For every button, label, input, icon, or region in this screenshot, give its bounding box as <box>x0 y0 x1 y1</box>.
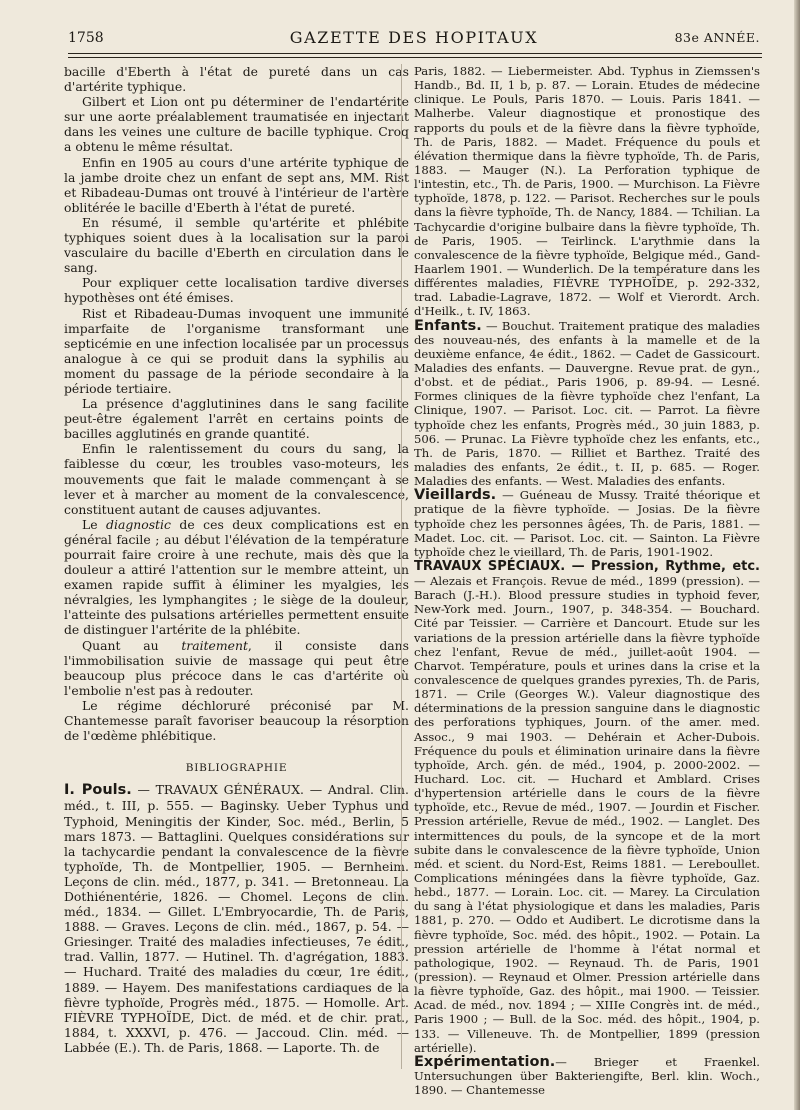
text-run: , il consiste dans l'immobilisation suivie de massage qui peut être beaucoup plus précoce dans le cas d'artérite où l'embolie n'est pas à redouter. <box>64 637 409 698</box>
bibliography-entry <box>414 319 760 489</box>
paragraph: La présence d'agglutinines dans le sang facilite peut-être également l'arrêt en certains points de bacilles agglutinés en grande quantité. <box>64 396 409 442</box>
section-heading: Enfants. <box>414 317 482 334</box>
section-heading: TRAVAUX SPÉCIAUX. — Pression, Rythme, etc. <box>414 558 760 574</box>
bibliography-entry <box>414 488 760 559</box>
section-heading: Vieillards. <box>414 487 497 504</box>
references-text: — TRAVAUX GÉNÉRAUX. — Andral. Clin. méd., t. III, p. 555. — Baginsky. Ueber Typhus und Typhoid, Meningitis der Kinder, Soc. méd., Berlin, 5 mars 1873. — Battaglini. Quelques considérations sur la tachycardie pendant la convalescence de la fièvre typhoïde, Th. de Montpellier, 1905. — Bernheim. Leçons de clin. méd., 1877, p. 341. — Bretonneau. La Dothiénentérie, 1826. — Chomel. Leçons de clin. méd., 1834. — Gillet. L'Embryocardie, Th. de Paris, 1888. — Graves. Leçons de clin. méd., 1867, p. 54. — Griesinger. Traité des maladies infectieuses, 7e édit., trad. Vallin, 1877. — Hutinel. Th. d'agrégation, 1883. — Huchard. Traité des maladies du cœur, 1re édit., 1889. — Hayem. Des manifestations cardiaques de la fièvre typhoïde, Progrès méd., 1875. — Homolle. Art. FIÈVRE TYPHOÏDE, Dict. de méd. et de chir. prat., 1884, t. XXXVI, p. 476. — Jaccoud. Clin. méd. — Labbée (E.). Th. de Paris, 1868. — Laporte. Th. de <box>64 782 409 1055</box>
text-run: Quant au <box>82 637 182 653</box>
page-edge-shadow <box>794 0 800 1110</box>
references-text: — Brieger et Fraenkel. Untersuchungen über Bakteriengifte, Berl. klin. Woch., 1890. — Chantemesse <box>414 1054 760 1098</box>
bibliography-entry <box>414 1055 760 1097</box>
paragraph-treatment <box>64 638 409 698</box>
references-text: — Bouchut. Traitement pratique des maladies des nouveau-nés, des enfants à la mamelle et de la deuxième enfance, 4e édit., 1862. — Cadet de Gassicourt. Maladies des enfants. — Dauvergne. Revue prat. de gyn., d'obst. et de pédiat., Paris 1906, p. 89-94. — Lesné. Formes cliniques de la fièvre typhoïde chez l'enfant, La Clinique, 1907. — Parisot. Loc. cit. — Parrot. La fièvre typhoïde chez les enfants, Progrès méd., 30 juin 1883, p. 506. — Prunac. La Fièvre typhoïde chez les enfants, etc., Th. de Paris, 1870. — Rilliet et Barthez. Traité des maladies des enfants, 2e édit., t. II, p. 685. — Roger. Maladies des enfants. — West. Maladies des enfants. <box>414 318 760 489</box>
bibliography-entry <box>64 782 409 1055</box>
left-column <box>64 64 409 1055</box>
paragraph: Rist et Ribadeau-Dumas invoquent une immunité imparfaite de l'organisme transformant une septicémie en une infection localisée par un processus analogue à ce qui se produit dans la syphilis au moment du passage de la période secondaire à la période tertiaire. <box>64 305 409 396</box>
emphasis: diagnostic <box>106 516 171 532</box>
references-text: Paris, 1882. — Liebermeister. Abd. Typhus in Ziemssen's Handb., Bd. II, 1 b, p. 87. — Lorain. Etudes de médecine clinique. Le Pouls, Paris 1870. — Louis. Paris 1841. — Malherbe. Valeur diagnostique et pronostique des rapports du pouls et de la fièvre dans la fièvre typhoïde, Th. de Paris, 1882. — Madet. Fréquence du pouls et élévation thermique dans la fièvre typhoïde, Th. de Paris, 1883. — Mauger (N.). La Perforation typhique de l'intestin, etc., Th. de Paris, 1900. — Murchison. La Fièvre typhoïde, 1878, p. 122. — Parisot. Recherches sur le pouls dans la fièvre typhoïde, Th. de Nancy, 1884. — Tchilian. La Tachycardie d'origine bulbaire dans la fièvre typhoïde, Th. de Paris, 1905. — Teirlinck. L'arythmie dans la convalescence de la fièvre typhoïde, Belgique méd., Gand-Haarlem 1901. — Wunderlich. De la température dans les différentes maladies, FIÈVRE TYPHOÏDE, p. 292-332, trad. Labadie-Lagrave, 1872. — Wolf et Vierordt. Arch. d'Heilk., t. IV, 1863. <box>414 64 760 319</box>
paragraph-diagnostic <box>64 517 409 638</box>
column-divider <box>401 64 402 1069</box>
right-column <box>414 64 760 1097</box>
journal-title: GAZETTE DES HOPITAUX <box>289 28 539 47</box>
paragraph: Enfin le ralentissement du cours du sang, la faiblesse du cœur, les troubles vaso-moteurs, les mouvements que fait le malade commençant à se lever et à marcher au moment de la convalescence, constituent autant de causes adjuvantes. <box>64 441 409 517</box>
volume-year: 83e ANNÉE. <box>674 30 760 45</box>
text-run: de ces deux complications est en général facile ; au début l'élévation de la température pourrait faire croire à une rechute, mais dès que la douleur a attiré l'attention sur le membre atteint, un examen rapide suffit à éliminer les myalgies, les névralgies, les lymphangites ; le siège de la douleur, l'atteinte des pulsations artérielles permettent ensuite de distinguer l'artérite de la phlébite. <box>64 516 409 638</box>
references-text: — Alezais et François. Revue de méd., 1899 (pression). — Barach (J.-H.). Blood pressure studies in typhoid fever, New-York med. Journ., 1907, p. 348-354. — Bouchard. Cité par Teissier. — Carrière et Dancourt. Etude sur les variations de la pression artérielle dans la fièvre typhoïde chez l'enfant, Revue de méd., juillet-août 1904. — Charvot. Température, pouls et urines dans la crise et la convalescence de quelques grandes pyrexies, Th. de Paris, 1871. — Crile (Georges W.). Valeur diagnostique des déterminations de la pression sanguine dans le diagnostic des perforations typhiques, Journ. of the amer. med. Assoc., 9 mai 1903. — Dehérain et Acher-Dubois. Fréquence du pouls et élimination urinaire dans la fièvre typhoïde, Arch. gén. de méd., 1904, p. 2000-2002. — Huchard. Loc. cit. — Huchard et Amblard. Crises d'hypertension artérielle dans le cours de la fièvre typhoïde, etc., Revue de méd., 1907. — Jourdin et Fischer. Pression artérielle, Revue de méd., 1902. — Langlet. Des intermittences du pouls, de la syncope et de la mort subite dans le convalescence de la fièvre typhoïde, Union méd. et scient. du Nord-Est, Reims 1881. — Lereboullet. Complications méningées dans la fièvre typhoïde, Gaz. hebd., 1877. — Lorain. Loc. cit. — Marey. La Circulation du sang à l'état physiologique et dans les maladies, Paris 1881, p. 270. — Oddo et Audibert. Le dicrotisme dans la fièvre typhoïde, Soc. méd. des hôpit., 1902. — Potain. La pression artérielle de l'homme à l'état normal et pathologique, 1902. — Reynaud. Th. de Paris, 1901 (pression). — Reynaud et Olmer. Pression artérielle dans la fièvre typhoïde, Gaz. des hôpit., mai 1900. — Teissier. Acad. de méd., nov. 1894 ; — XIIIe Congrès int. de méd., Paris 1900 ; — Bull. de la Soc. méd. des hôpit., 1904, p. 133. — Villeneuve. Th. de Montpellier, 1899 (pression artérielle). <box>414 574 760 1055</box>
bibliography-entry <box>414 559 760 1055</box>
bibliography-title: BIBLIOGRAPHIE <box>185 762 288 775</box>
paragraph: En résumé, il semble qu'artérite et phlébite typhiques soient dues à la localisation sur la paroi vasculaire du bacille d'Eberth en circulation dans le sang. <box>64 214 409 276</box>
paragraph: bacille d'Eberth à l'état de pureté dans un cas d'artérite typhique. <box>64 64 409 95</box>
section-heading: I. Pouls. <box>64 782 132 799</box>
text-run: Le <box>82 516 107 532</box>
header-rule-thin <box>68 57 762 58</box>
paragraph: Enfin en 1905 au cours d'une artérite typhique de la jambe droite chez un enfant de sept ans, MM. Rist et Ribadeau-Dumas ont trouvé à l'intérieur de l'artère oblitérée le bacille d'Eberth à l'état de pureté. <box>64 154 409 215</box>
paragraph: Le régime déchloruré préconisé par M. Chantemesse paraît favoriser beaucoup la résorption de l'œdème phlébitique. <box>64 697 409 744</box>
page-header <box>68 28 760 50</box>
header-rule <box>68 53 762 54</box>
page-number: 1758 <box>68 30 104 46</box>
section-heading: Expérimentation. <box>414 1053 556 1070</box>
paragraph: Gilbert et Lion ont pu déterminer de l'endartérite sur une aorte préalablement traumatisée en injectant dans les veines une culture de bacille typhique. Croq a obtenu le même résultat. <box>64 94 409 155</box>
paragraph: Pour expliquer cette localisation tardive diverses hypothèses ont été émises. <box>64 275 409 306</box>
references-text: — Guéneau de Mussy. Traité théorique et pratique de la fièvre typhoïde. — Josias. De la fièvre typhoïde chez les personnes âgées, Th. de Paris, 1881. — Madet. Loc. cit. — Parisot. Loc. cit. — Sainton. La Fièvre typhoïde chez le vieillard, Th. de Paris, 1901-1902. <box>414 488 760 559</box>
emphasis: traitement <box>181 637 248 653</box>
